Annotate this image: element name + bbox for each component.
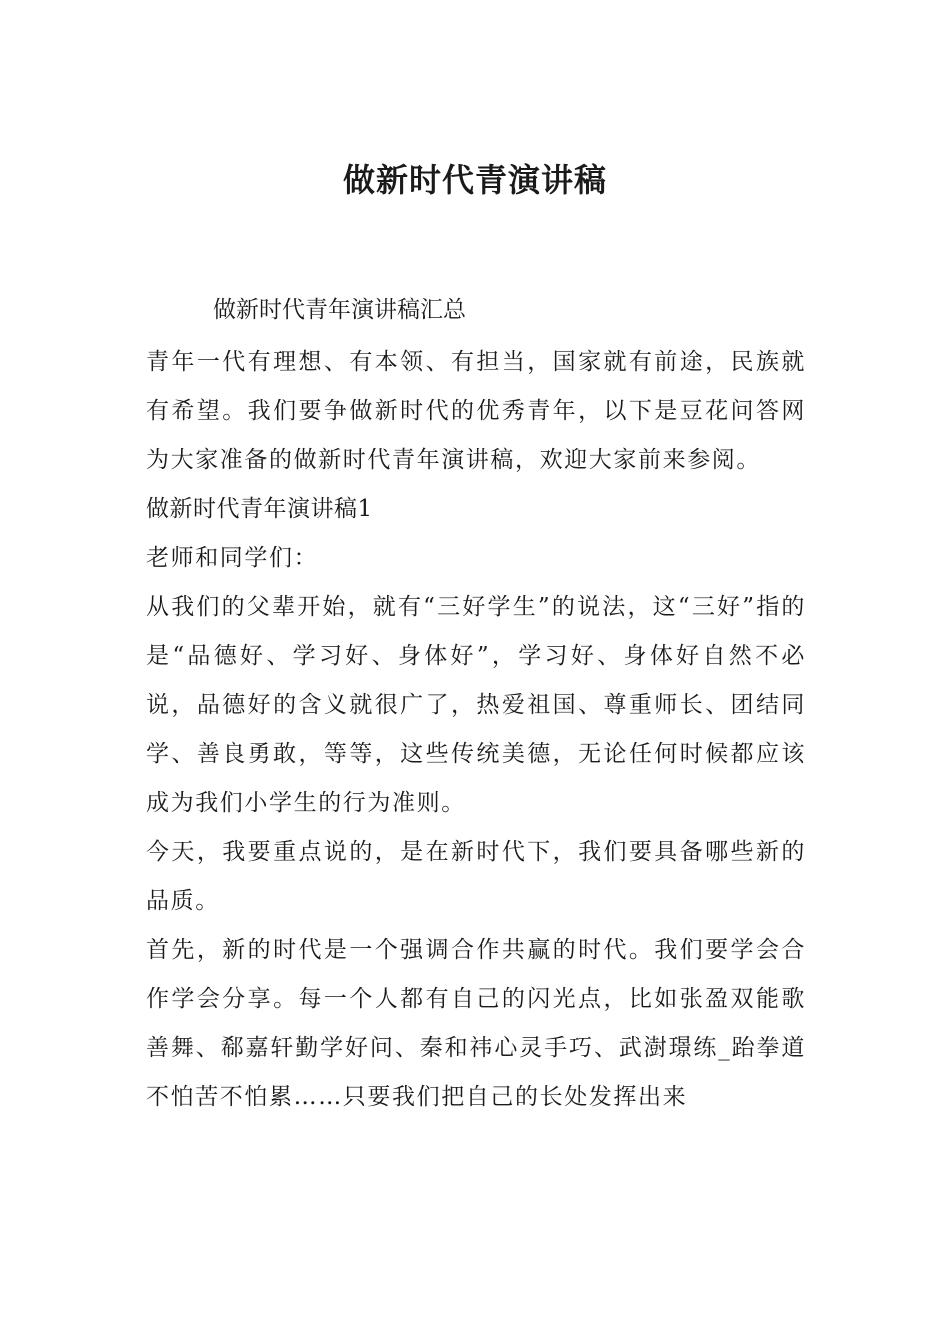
section-heading: 做新时代青年演讲稿1 (146, 496, 373, 522)
paragraph-new-qualities: 今天，我要重点说的，是在新时代下，我们要具备哪些新的品质。 (146, 839, 806, 914)
paragraph-three-goods: 从我们的父辈开始，就有“三好学生”的说法，这“三好”指的是“品德好、学习好、身体好”，学习好、身体好自然不必说，品德好的含义就很广了，热爱祖国、尊重师长、团结同学、善良勇敢，等等，这些传统美德，无论任何时候都应该成为我们小学生的行为准则。 (146, 594, 806, 816)
paragraph-salutation: 老师和同学们： (146, 545, 319, 571)
paragraph-intro: 青年一代有理想、有本领、有担当，国家就有前途，民族就有希望。我们要争做新时代的优秀青年，以下是豆花问答网为大家准备的做新时代青年演讲稿，欢迎大家前来参阅。 (146, 349, 806, 473)
document-subtitle: 做新时代青年演讲稿汇总 (213, 297, 466, 323)
document-title: 做新时代青演讲稿 (342, 161, 607, 199)
document-body (146, 338, 806, 1122)
paragraph-cooperation: 首先，新的时代是一个强调合作共赢的时代。我们要学会合作学会分享。每一个人都有自己的闪光点，比如张盈双能歌善舞、郗嘉轩勤学好问、秦和祎心灵手巧、武澍璟练_跆拳道不怕苦不怕累……只要我们把自己的长处发挥出来 (146, 937, 806, 1110)
